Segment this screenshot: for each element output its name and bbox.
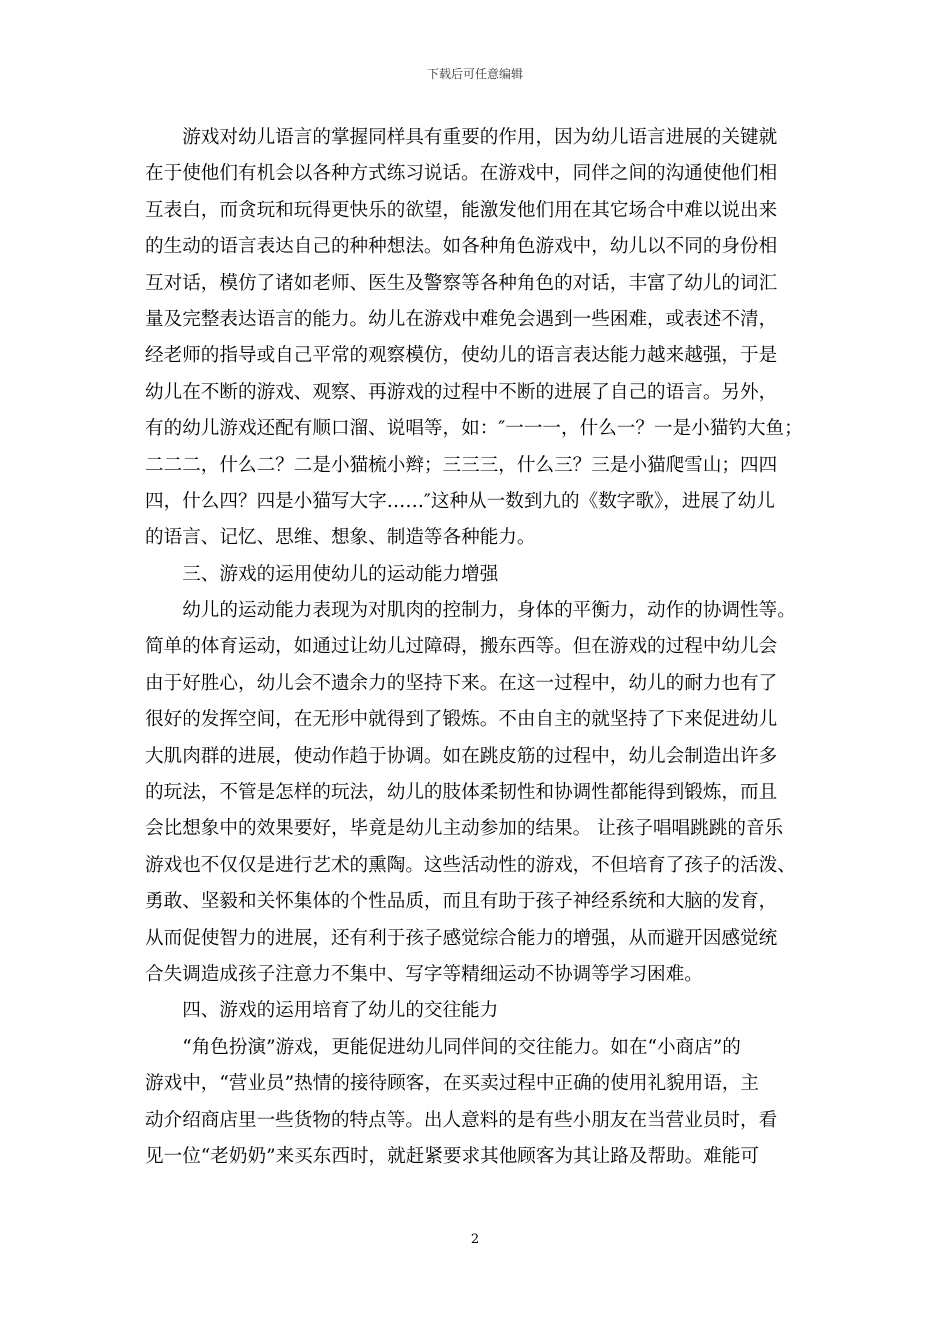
text-line: 会比想象中的效果要好，毕竟是幼儿主动参加的结果。 让孩子唱唱跳跳的音乐 <box>145 818 784 840</box>
text-line: 由于好胜心，幼儿会不遗余力的坚持下来。在这一过程中，幼儿的耐力也有了 <box>145 672 778 694</box>
section-heading: 四、游戏的运用培育了幼儿的交往能力 <box>145 1000 499 1022</box>
text-line: 幼儿的运动能力表现为对肌肉的控制力，身体的平衡力，动作的协调性等。 <box>145 600 796 622</box>
text-line: 幼儿在不断的游戏、观察、再游戏的过程中不断的进展了自己的语言。另外， <box>145 381 778 403</box>
text-line: 动介绍商店里一些货物的特点等。出人意料的是有些小朋友在当营业员时，看 <box>145 1109 778 1131</box>
text-line: “角色扮演”游戏，更能促进幼儿同伴间的交往能力。如在“小商店”的 <box>145 1036 741 1058</box>
section-heading: 三、游戏的运用使幼儿的运动能力增强 <box>145 563 499 585</box>
text-line: 游戏中，“营业员”热情的接待顾客，在买卖过程中正确的使用礼貌用语，主 <box>145 1073 760 1095</box>
text-line: 四，什么四？四是小猫写大字……″这种从一数到九的《数字歌》，进展了幼儿 <box>145 490 775 512</box>
text-line: 的语言、记忆、思维、想象、制造等各种能力。 <box>145 527 536 549</box>
text-line: 的生动的语言表达自己的种种想法。如各种角色游戏中，幼儿以不同的身份相 <box>145 236 778 258</box>
text-line: 很好的发挥空间，在无形中就得到了锻炼。不由自主的就坚持了下来促进幼儿 <box>145 709 778 731</box>
text-line: 从而促使智力的进展，还有利于孩子感觉综合能力的增强，从而避开因感觉统 <box>145 927 778 949</box>
text-line: 有的幼儿游戏还配有顺口溜、说唱等，如：″一一一，什么一？一是小猫钓大鱼； <box>145 418 803 440</box>
text-line: 的玩法，不管是怎样的玩法，幼儿的肢体柔韧性和协调性都能得到锻炼，而且 <box>145 782 778 804</box>
text-line: 互表白，而贪玩和玩得更快乐的欲望，能激发他们用在其它场合中难以说出来 <box>145 199 778 221</box>
text-line: 在于使他们有机会以各种方式练习说话。在游戏中，同伴之间的沟通使他们相 <box>145 163 778 185</box>
text-line: 游戏对幼儿语言的掌握同样具有重要的作用，因为幼儿语言进展的关键就 <box>145 127 778 148</box>
page-header: 下载后可任意编辑 <box>426 67 523 81</box>
text-line: 勇敢、坚毅和关怀集体的个性品质，而且有助于孩子神经系统和大脑的发育， <box>145 891 778 913</box>
text-line: 量及完整表达语言的能力。幼儿在游戏中难免会遇到一些困难，或表述不清， <box>145 308 778 330</box>
text-line: 简单的体育运动，如通过让幼儿过障碍，搬东西等。但在游戏的过程中幼儿会 <box>145 636 778 658</box>
text-line: 大肌肉群的进展，使动作趋于协调。如在跳皮筋的过程中，幼儿会制造出许多 <box>145 745 778 767</box>
text-line: 互对话，模仿了诸如老师、医生及警察等各种角色的对话，丰富了幼儿的词汇 <box>145 272 778 294</box>
text-line: 二二二，什么二？二是小猫梳小辫；三三三，什么三？三是小猫爬雪山；四四 <box>145 454 778 476</box>
text-line: 经老师的指导或自己平常的观察模仿，使幼儿的语言表达能力越来越强，于是 <box>145 345 778 367</box>
document-body <box>145 120 813 1175</box>
text-line: 游戏也不仅仅是进行艺术的熏陶。这些活动性的游戏，不但培育了孩子的活泼、 <box>145 854 796 876</box>
text-line: 合失调造成孩子注意力不集中、写字等精细运动不协调等学习困难。 <box>145 963 703 985</box>
page-number: 2 <box>470 1232 480 1247</box>
text-line: 见一位“老奶奶”来买东西时，就赶紧要求其他顾客为其让路及帮助。难能可 <box>145 1145 760 1167</box>
